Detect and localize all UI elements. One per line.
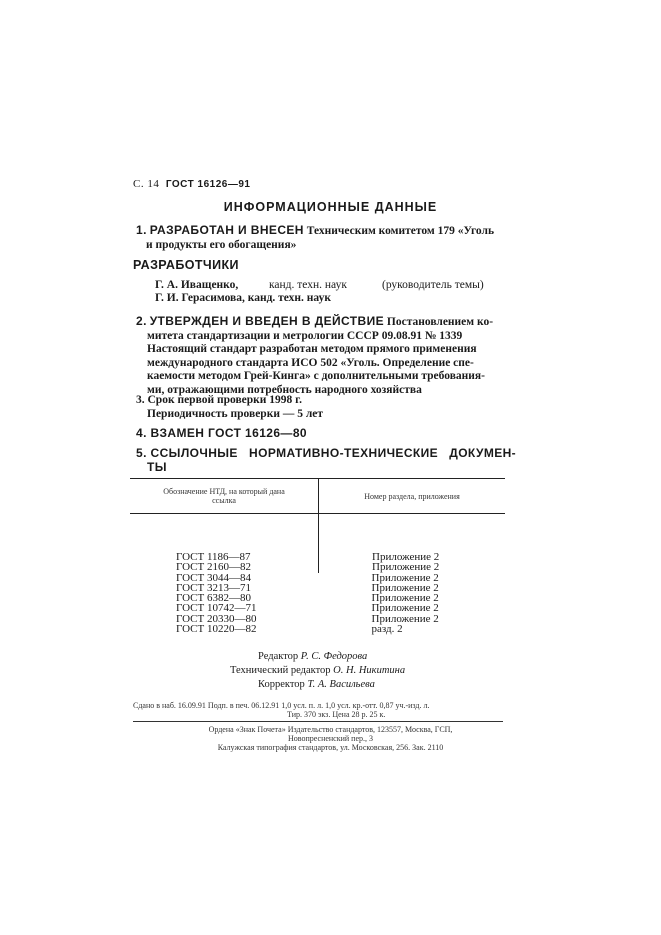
developer-1-role: (руководитель темы) (382, 279, 484, 291)
table-row: ГОСТ 20330—80 Приложение 2 (176, 612, 439, 625)
section-4: 4. ВЗАМЕН ГОСТ 16126—80 (136, 426, 307, 440)
table-row: ГОСТ 10742—71 Приложение 2 (176, 602, 439, 615)
publisher-line: Ордена «Знак Почета» Издательство стандартов, 123557, Москва, ГСП, (208, 725, 453, 734)
table-row: ГОСТ 10220—82 разд. 2 (176, 623, 403, 636)
developer-1-degree: канд. техн. наук (269, 279, 347, 291)
table-row: ГОСТ 3044—84 Приложение 2 (176, 571, 439, 584)
editor-line: Редактор Р. С. Федорова (258, 651, 368, 662)
table-row: ГОСТ 1186—87 Приложение 2 (130, 514, 505, 563)
page-header (133, 178, 250, 190)
printer-line: Калужская типография стандартов, ул. Московская, 256. Зак. 2110 (217, 743, 444, 752)
column-header-document: Обозначение НТД, на который дана ссылка (130, 479, 319, 514)
page-number: С. 14 (133, 178, 160, 190)
table-row: ГОСТ 3213—71 Приложение 2 (176, 581, 439, 594)
developer-1: Г. А. Иващенко, (155, 279, 239, 291)
imprint-line-1: Сдано в наб. 16.09.91 Подп. в печ. 06.12.91 1,0 усл. п. л. 1,0 усл. кр.-отт. 0,87 уч.-изд. л. (133, 701, 430, 710)
section-2: 2. УТВЕРЖДЕН И ВВЕДЕН В ДЕЙСТВИЕ Постановлением ко- митета стандартизации и метрологии СССР 09.08.91 № 1339 Настоящий стандарт разработан методом прямого применения международного стандарта ИСО 502 «Уголь. Определение спе- каемости методом Грей-Кинга» с дополнительными требования- ми, отражающими потребность народного хозяйства (136, 314, 494, 396)
standard-number: ГОСТ 16126—91 (165, 179, 251, 190)
corrector-line: Корректор Т. А. Васильева (258, 679, 375, 690)
developers-heading: РАЗРАБОТЧИКИ (133, 258, 239, 272)
table-row: ГОСТ 6382—80 Приложение 2 (176, 592, 439, 605)
publisher-address: Новопресненский пер., 3 (287, 734, 374, 743)
table-row: ГОСТ 2160—82 Приложение 2 (130, 562, 505, 572)
section-3: 3. Срок первой проверки 1998 г. Периодичность проверки — 5 лет (136, 394, 324, 420)
section-5: 5. ССЫЛОЧНЫЕ НОРМАТИВНО-ТЕХНИЧЕСКИЕ ДОКУМЕН- ТЫ (136, 446, 517, 474)
imprint-line-2: Тир. 370 экз. Цена 28 р. 25 к. (287, 710, 386, 719)
section-1: 1. РАЗРАБОТАН И ВНЕСЕН Техническим комитетом 179 «Уголь и продукты его обогащения» (136, 223, 495, 251)
tech-editor-line: Технический редактор О. Н. Никитина (230, 665, 406, 676)
page-title: ИНФОРМАЦИОННЫЕ ДАННЫЕ (223, 200, 438, 214)
references-table (130, 478, 505, 634)
column-header-section: Номер раздела, приложения (319, 479, 506, 514)
developer-2: Г. И. Герасимова, канд. техн. наук (155, 292, 331, 304)
divider (133, 721, 503, 722)
